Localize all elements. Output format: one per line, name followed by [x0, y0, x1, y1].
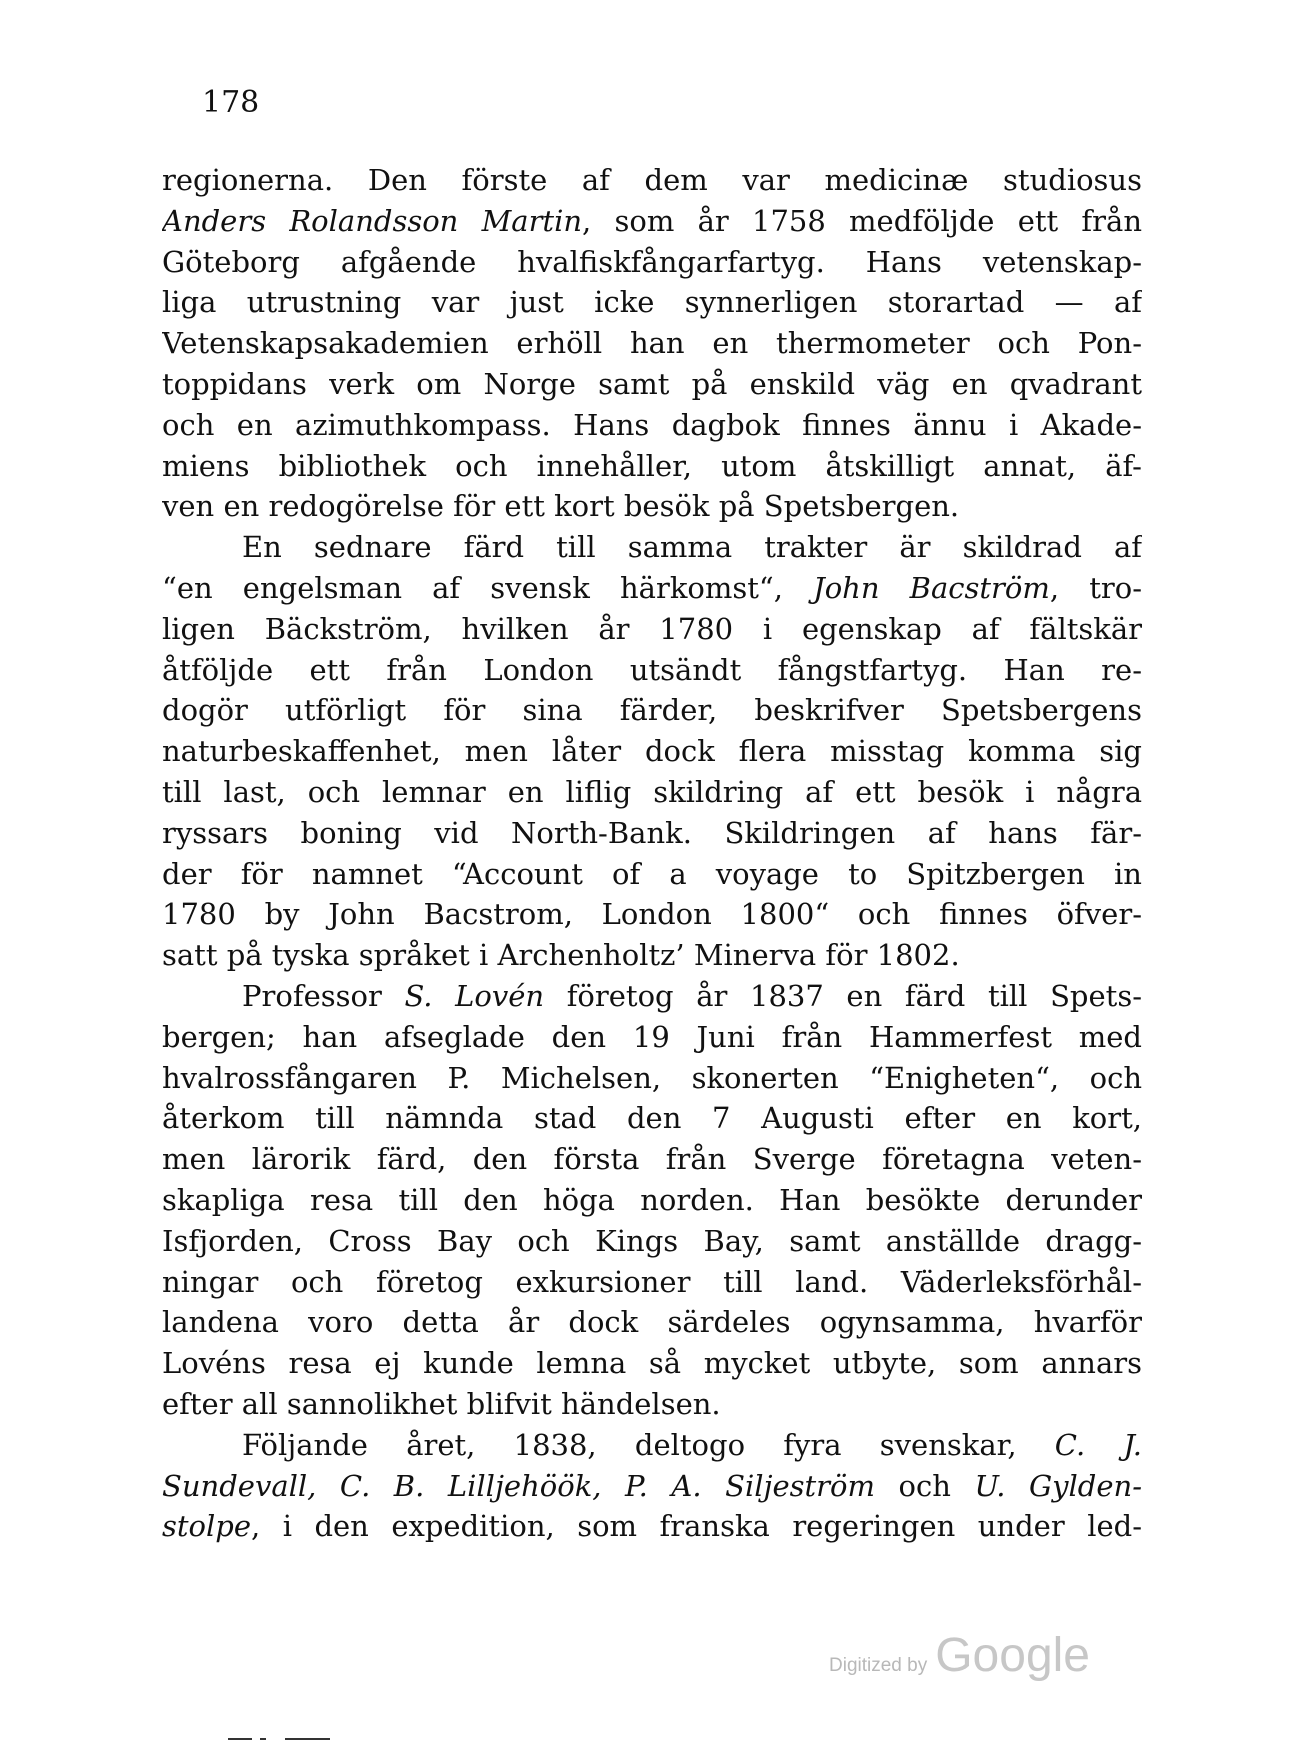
text-line: efter all sannolikhet blifvit händelsen.	[162, 1386, 721, 1421]
text-line: der för namnet “Account of a voyage to Spitzbergen in	[162, 856, 1142, 891]
text-line: ligen Bäckström, hvilken år 1780 i egenskap af fältskär	[162, 611, 1142, 646]
watermark-prefix: Digitized by	[829, 1655, 928, 1676]
text-line	[162, 568, 1142, 609]
scan-mark-left	[228, 1738, 252, 1740]
text-line	[162, 1506, 1142, 1547]
body-text	[162, 160, 1142, 1547]
text-line	[162, 1425, 1142, 1466]
digitized-by-google-watermark	[829, 1628, 1090, 1683]
text-line: regionerna. Den förste af dem var medicinæ studiosus	[162, 163, 1142, 197]
text-line: ningar och företog exkursioner till land. Väderleksförhål-	[162, 1264, 1142, 1299]
text-line: ryssars boning vid North-Bank. Skildringen af hans fär-	[162, 815, 1142, 850]
text-line: miens bibliothek och innehåller, utom åtskilligt annat, äf-	[162, 448, 1142, 483]
page-number: 178	[202, 85, 260, 120]
italic-name: S. Lovén	[404, 978, 545, 1013]
text-line: 1780 by John Bacstrom, London 1800“ och finnes öfver-	[162, 897, 1142, 932]
text-line: skapliga resa till den höga norden. Han besökte derunder	[162, 1182, 1142, 1217]
italic-name: U. Gylden-	[974, 1468, 1142, 1503]
text-line: dogör utförligt för sina färder, beskrifver Spetsbergens	[162, 693, 1142, 728]
text-line	[162, 201, 1142, 242]
text-line: satt på tyska språket i Archenholtz’ Minerva för 1802.	[162, 938, 960, 973]
scan-mark-right	[285, 1738, 330, 1740]
italic-name: John Bacström	[813, 570, 1050, 605]
text-line: och en azimuthkompass. Hans dagbok finnes ännu i Akade-	[162, 407, 1142, 442]
text-line: ven en redogörelse för ett kort besök på Spetsbergen.	[162, 489, 960, 524]
text-span: företog år 1837 en färd till Spets-	[544, 978, 1142, 1013]
text-span: , i den expedition, som franska regeringen under led-	[251, 1509, 1142, 1544]
text-span: Följande året, 1838, deltogo fyra svenskar,	[242, 1427, 1055, 1462]
text-line: Isfjorden, Cross Bay och Kings Bay, samt anställde dragg-	[162, 1223, 1142, 1258]
text-line: men lärorik färd, den första från Sverge företagna veten-	[162, 1142, 1142, 1177]
text-line: liga utrustning var just icke synnerligen storartad — af	[162, 285, 1142, 320]
text-span: , som år 1758 medföljde ett från	[582, 203, 1142, 238]
text-line: bergen; han afseglade den 19 Juni från Hammerfest med	[162, 1019, 1142, 1054]
text-line: Vetenskapsakademien erhöll han en thermometer och Pon-	[162, 326, 1142, 361]
text-line: toppidans verk om Norge samt på enskild väg en qvadrant	[162, 366, 1142, 401]
text-line: till last, och lemnar en liflig skildring af ett besök i några	[162, 774, 1142, 809]
google-logo: Google	[935, 1629, 1090, 1682]
italic-name: Anders Rolandsson Martin	[162, 203, 583, 238]
text-span: Professor	[242, 978, 405, 1013]
italic-name: Sundevall, C. B. Lilljehöök, P. A. Siljeström	[162, 1468, 876, 1503]
text-line: återkom till nämnda stad den 7 Augusti efter en kort,	[162, 1101, 1142, 1136]
text-line: åtföljde ett från London utsändt fångstfartyg. Han re-	[162, 652, 1142, 687]
text-span: och	[875, 1468, 975, 1503]
text-line: Lovéns resa ej kunde lemna så mycket utbyte, som annars	[162, 1346, 1142, 1381]
scan-mark-dot	[260, 1738, 266, 1740]
text-span: , tro-	[1049, 570, 1142, 605]
text-line: landena voro detta år dock särdeles ogynsamma, hvarför	[162, 1305, 1142, 1340]
text-line: hvalrossfångaren P. Michelsen, skonerten “Enigheten“, och	[162, 1060, 1142, 1095]
text-line	[162, 1466, 1142, 1507]
text-line: Göteborg afgående hvalfiskfångarfartyg. Hans vetenskap-	[162, 244, 1142, 279]
italic-name: C. J.	[1054, 1427, 1142, 1462]
text-line: En sednare färd till samma trakter är skildrad af	[242, 530, 1142, 565]
text-line: naturbeskaffenhet, men låter dock flera misstag komma sig	[162, 734, 1142, 769]
text-line	[162, 976, 1142, 1017]
text-span: “en engelsman af svensk härkomst“,	[162, 570, 814, 605]
italic-name: stolpe	[162, 1509, 251, 1544]
